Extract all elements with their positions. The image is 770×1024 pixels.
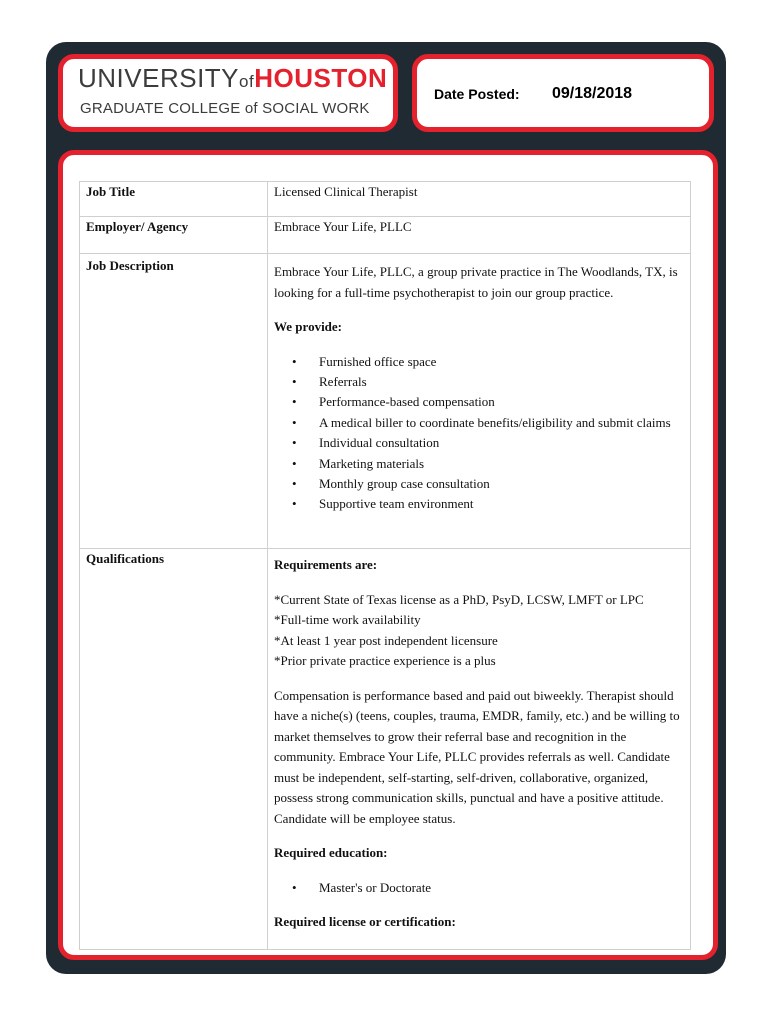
list-item: • Referrals bbox=[274, 372, 690, 392]
list-item: • Monthly group case consultation bbox=[274, 474, 690, 494]
compensation-paragraph: Compensation is performance based and paid out biweekly. Therapist should have a niche(s) (teens, couples, trauma, EMDR, family, etc.) and be willing to market themselves to grow their referral base and recognition in the community. Embrace Your Life, PLLC provides referrals as well. Candidate must be independent, self-starting, self-driven, collaborative, organized, possess strong communication skills, punctual and have a positive attitude. Candidate will be employee status. bbox=[274, 687, 680, 826]
university-logo bbox=[78, 63, 387, 94]
job-title-value: Licensed Clinical Therapist bbox=[268, 182, 691, 217]
college-name bbox=[80, 100, 370, 117]
list-item: • Supportive team environment bbox=[274, 494, 690, 514]
list-item: • Marketing materials bbox=[274, 454, 690, 474]
requirement-item: *Current State of Texas license as a PhD, PsyD, LCSW, LMFT or LPC bbox=[274, 591, 644, 607]
logo-of-text: of bbox=[239, 72, 255, 91]
date-posted-value: 09/18/2018 bbox=[552, 85, 633, 102]
education-list bbox=[274, 878, 690, 898]
logo-of2-text: of bbox=[244, 100, 258, 117]
job-description-row bbox=[80, 254, 691, 549]
provide-list bbox=[274, 352, 690, 515]
logo-social-work-text: SOCIAL WORK bbox=[262, 100, 370, 117]
qualifications-cell bbox=[268, 549, 691, 950]
requirement-item: *At least 1 year post independent licensure bbox=[274, 632, 498, 648]
job-table bbox=[79, 181, 691, 950]
list-item: • Furnished office space bbox=[274, 352, 690, 372]
we-provide-heading: We provide: bbox=[274, 319, 343, 334]
job-title-label: Job Title bbox=[80, 182, 268, 217]
requirement-item: *Full-time work availability bbox=[274, 612, 421, 627]
qualifications-row bbox=[80, 549, 691, 950]
logo-houston-text: HOUSTON bbox=[254, 63, 388, 93]
job-title-row bbox=[80, 182, 691, 217]
employer-label: Employer/ Agency bbox=[80, 217, 268, 254]
list-item: • Individual consultation bbox=[274, 433, 690, 453]
requirements-list bbox=[274, 590, 690, 672]
requirements-heading: Requirements are: bbox=[274, 557, 378, 572]
qualifications-label: Qualifications bbox=[80, 549, 268, 950]
list-item: • Performance-based compensation bbox=[274, 392, 690, 412]
logo-university-text: UNIVERSITY bbox=[78, 63, 240, 93]
education-heading: Required education: bbox=[274, 845, 388, 860]
license-heading: Required license or certification: bbox=[274, 913, 456, 929]
requirement-item: *Prior private practice experience is a plus bbox=[274, 653, 496, 668]
list-item: • A medical biller to coordinate benefits/eligibility and submit claims bbox=[274, 413, 690, 433]
date-posted-label: Date Posted: bbox=[434, 86, 520, 102]
employer-value: Embrace Your Life, PLLC bbox=[268, 217, 691, 254]
logo-college-text: GRADUATE COLLEGE bbox=[80, 100, 241, 117]
list-item: • Master's or Doctorate bbox=[274, 878, 690, 898]
job-description-cell bbox=[268, 254, 691, 549]
employer-row bbox=[80, 217, 691, 254]
job-description-label: Job Description bbox=[80, 254, 268, 549]
description-intro: Embrace Your Life, PLLC, a group private practice in The Woodlands, TX, is looking for a full-time psychotherapist to join our group practice. bbox=[274, 264, 678, 300]
